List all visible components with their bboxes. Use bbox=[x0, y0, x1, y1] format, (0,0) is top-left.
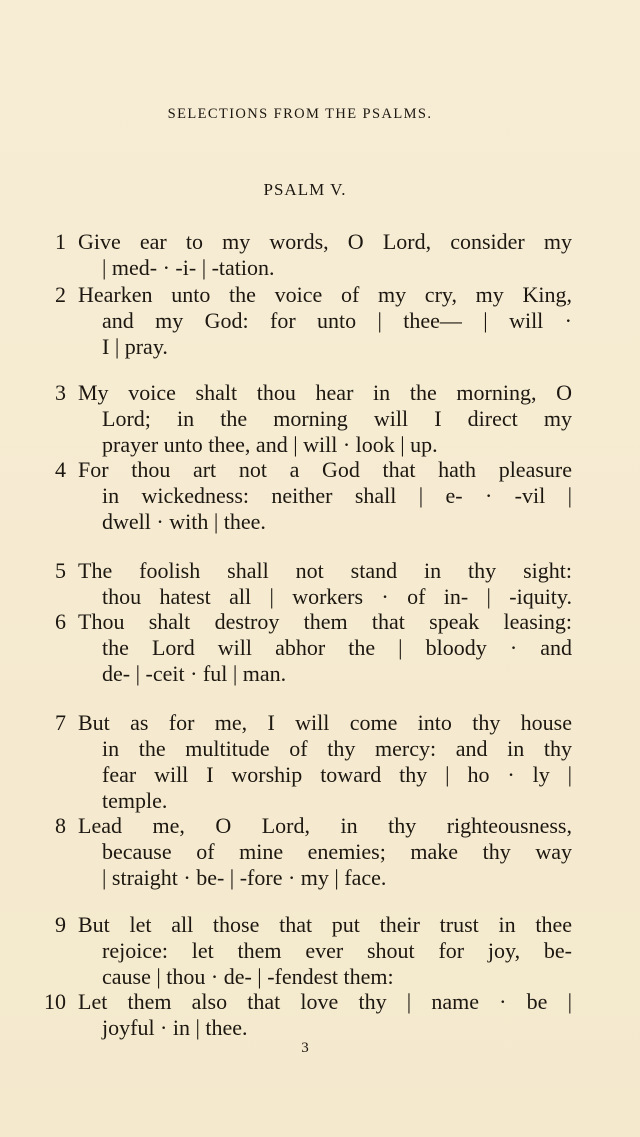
verse-number: 9 bbox=[55, 912, 66, 937]
verse-number: 6 bbox=[55, 609, 66, 634]
page-number: 3 bbox=[301, 1040, 309, 1056]
verse-line: Give ear to my words, O Lord, consider my bbox=[78, 229, 572, 254]
running-head: SELECTIONS FROM THE PSALMS. bbox=[167, 106, 433, 122]
verse-number: 1 bbox=[55, 229, 66, 254]
verse-line: thou hatest all | workers · of in- | -iquity. bbox=[102, 584, 572, 609]
verse-line: Thou shalt destroy them that speak leasing: bbox=[78, 609, 572, 634]
verse-number: 4 bbox=[55, 457, 66, 482]
verse-line: Lead me, O Lord, in thy righteousness, bbox=[78, 813, 572, 838]
verse-line: cause | thou · de- | -fendest them: bbox=[102, 964, 394, 989]
verse-number: 3 bbox=[55, 380, 66, 405]
verse-line: I | pray. bbox=[102, 334, 168, 359]
verse-line: The foolish shall not stand in thy sight: bbox=[78, 558, 572, 583]
verse-line: and my God: for unto | thee— | will · bbox=[102, 308, 572, 333]
verse-line: For thou art not a God that hath pleasure bbox=[78, 457, 572, 482]
verse-line: My voice shalt thou hear in the morning, O bbox=[78, 380, 572, 405]
verse-line: temple. bbox=[102, 788, 168, 813]
verse-line: joyful · in | thee. bbox=[102, 1015, 248, 1040]
verse-line: in the multitude of thy mercy: and in thy bbox=[102, 736, 572, 761]
verse-number: 8 bbox=[55, 813, 66, 838]
verse-number: 10 bbox=[44, 989, 66, 1014]
verse-line: Let them also that love thy | name · be | bbox=[78, 989, 572, 1014]
verse-line: fear will I worship toward thy | ho · ly | bbox=[102, 762, 572, 787]
verse-line: prayer unto thee, and | will · look | up. bbox=[102, 432, 438, 457]
verse-line: in wickedness: neither shall | e- · -vil | bbox=[102, 483, 572, 508]
verse-line: But as for me, I will come into thy house bbox=[78, 710, 572, 735]
verse-number: 5 bbox=[55, 558, 66, 583]
verse-line: de- | -ceit · ful | man. bbox=[102, 661, 287, 686]
verse-line: because of mine enemies; make thy way bbox=[102, 839, 572, 864]
verse-number: 7 bbox=[55, 710, 66, 735]
verse-line: | straight · be- | -fore · my | face. bbox=[102, 865, 387, 890]
verse-line: dwell · with | thee. bbox=[102, 509, 266, 534]
verse-line: Hearken unto the voice of my cry, my King, bbox=[78, 282, 572, 307]
verse-number: 2 bbox=[55, 282, 66, 307]
verse-line: But let all those that put their trust in thee bbox=[78, 912, 572, 937]
verse-line: the Lord will abhor the | bloody · and bbox=[102, 635, 572, 660]
verse-line: Lord; in the morning will I direct my bbox=[102, 406, 572, 431]
verse-line: rejoice: let them ever shout for joy, be- bbox=[102, 938, 572, 963]
verse-line: | med- · -i- | -tation. bbox=[102, 255, 275, 280]
psalm-title: PSALM V. bbox=[263, 180, 347, 199]
